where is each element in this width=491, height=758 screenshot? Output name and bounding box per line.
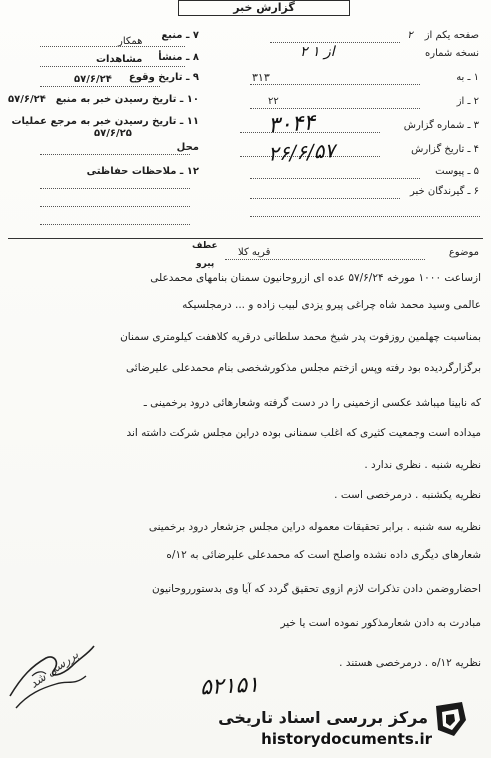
field-recipients: [410, 186, 479, 198]
field-received-ops: [11, 116, 199, 128]
field-label: ۹ ـ تاریخ وقوع: [128, 72, 199, 83]
dotted-line: [250, 84, 420, 85]
body-line: میداده است وجمعیت کثیری که اغلب سمنانی بوده دراین مجلس شرکت داشته اند: [126, 427, 481, 439]
page-number-label: [407, 30, 479, 42]
field-label: ۱ ـ به: [456, 72, 479, 83]
dotted-line: [40, 154, 190, 155]
handwritten-signature-number: ۵۲۱۵۱: [199, 672, 260, 701]
field-value: ۲: [407, 30, 413, 41]
body-line: که نابینا میباشد عکسی ازخمینی را در دست گرفته وشعارهائی درود برخمینی ـ: [143, 397, 481, 409]
body-line: شعارهای دیگری داده نشده واصلح است که محمدعلی علیرضائی به ۱۲/ه: [166, 549, 481, 561]
field-from: [457, 96, 479, 108]
subject-value: قریه کلا: [238, 247, 271, 258]
field-occurrence-date: [129, 72, 199, 84]
field-occurrence-date-value: ۵۷/۶/۲۴: [74, 74, 112, 85]
body-line: عالمی وسید محمد شاه چراغی پیرو یزدی لبیب زاده و ... درمجلسیکه: [182, 299, 481, 311]
body-line: مبادرت به دادن شعارمذکور نموده است یا خیر: [280, 617, 481, 629]
field-label: صفحه یکم از: [424, 30, 479, 41]
field-label: ۷ ـ منبع: [161, 30, 199, 41]
dotted-line: [250, 108, 420, 109]
field-label: محل: [176, 142, 199, 153]
dotted-line: [250, 178, 420, 179]
field-from-value: ۲۲: [268, 96, 279, 107]
watermark-title: مرکز بررسی اسناد تاریخی: [218, 708, 428, 727]
field-source-value: همکار: [118, 36, 143, 47]
subject-label: موضوع: [448, 247, 479, 258]
field-label: ۲ ـ از: [456, 96, 479, 107]
field-source: [161, 30, 199, 42]
field-received-source: [56, 94, 199, 106]
field-label: ۸ ـ منشأ: [158, 52, 199, 63]
document-title: گزارش خبر: [178, 0, 350, 16]
field-origin-value: مشاهدات: [96, 54, 143, 65]
body-line: نظریه شنبه . نظری ندارد .: [364, 459, 481, 471]
body-line: ازساعت ۱۰۰۰ مورخه ۵۷/۶/۲۴ عده ای ازروحانیون سمنان بنامهای محمدعلی: [150, 272, 481, 284]
field-label: ۱۱ ـ تاریخ رسیدن خبر به مرجع عملیات: [11, 116, 199, 127]
body-line: برگزارگردیده بود رفته وپس ازختم مجلس مذکورشخصی بنام محمدعلی علیرضائی: [126, 362, 481, 374]
field-label: ۶ ـ گیرندگان خبر: [409, 186, 479, 197]
handwritten-report-date: ۲۶/۶/۵۷: [267, 138, 336, 166]
field-label: ۵ ـ پیوست: [435, 166, 479, 177]
dotted-line: [40, 224, 190, 225]
watermark-url: historydocuments.ir: [261, 730, 432, 748]
field-label: ۳ ـ شماره گزارش: [403, 120, 479, 131]
field-to-value: ۳۱۳: [252, 71, 270, 84]
field-label: ۱۲ ـ ملاحظات حفاظتی: [86, 166, 199, 177]
dotted-line: [40, 206, 190, 207]
field-to: [456, 72, 479, 84]
body-line: بمناسبت چهلمین روزفوت پدر شیخ محمد سلطانی درقریه کلاهفت کیلومتری سمنان: [120, 331, 481, 343]
field-security-notes: [87, 166, 199, 178]
field-received-ops-value: ۵۷/۶/۲۵: [94, 128, 132, 139]
body-line: احضاروضمن دادن تذکرات لازم ازوی تحقیق گردد که آیا وی بدستورروحانیون: [151, 583, 481, 595]
field-location: [177, 142, 199, 154]
body-line: نظریه سه شنبه . برابر تحقیقات معموله دراین مجلس جزشعار درود برخمینی: [148, 521, 481, 533]
followup-label: پیرو: [196, 259, 215, 269]
field-report-date: [411, 144, 479, 156]
field-label: ۱۰ ـ تاریخ رسیدن خبر به منبع: [55, 94, 199, 105]
body-line: نظریه ۱۲/ه . درمرخصی هستند .: [339, 657, 481, 669]
reference-label: عطف: [192, 241, 218, 251]
dotted-line: [250, 216, 480, 217]
copy-number-label: [425, 48, 479, 60]
handwritten-report-number: ۳۰۴۴: [267, 110, 317, 139]
dotted-line: [40, 86, 160, 87]
body-line: نظریه یکشنبه . درمرخصی است .: [334, 489, 481, 501]
dotted-line: [250, 198, 400, 199]
handwritten-margin-note: [2, 636, 112, 716]
field-label: نسخه شماره: [425, 48, 479, 59]
dotted-line: [40, 66, 185, 67]
field-attachment: [435, 166, 479, 178]
dotted-line: [40, 46, 185, 47]
copy-number-value: ۲ از ۱: [300, 44, 335, 60]
field-received-source-value: ۵۷/۶/۲۴: [8, 94, 46, 105]
field-label: ۴ ـ تاریخ گزارش: [411, 144, 479, 155]
dotted-line: [225, 259, 425, 260]
header-divider: [8, 238, 483, 239]
dotted-line: [270, 42, 400, 43]
margin-note-text: بررسی شد: [27, 647, 81, 691]
field-origin: [158, 52, 199, 64]
dotted-line: [40, 188, 190, 189]
field-report-number: [404, 120, 479, 132]
archive-logo-icon: [432, 700, 468, 738]
